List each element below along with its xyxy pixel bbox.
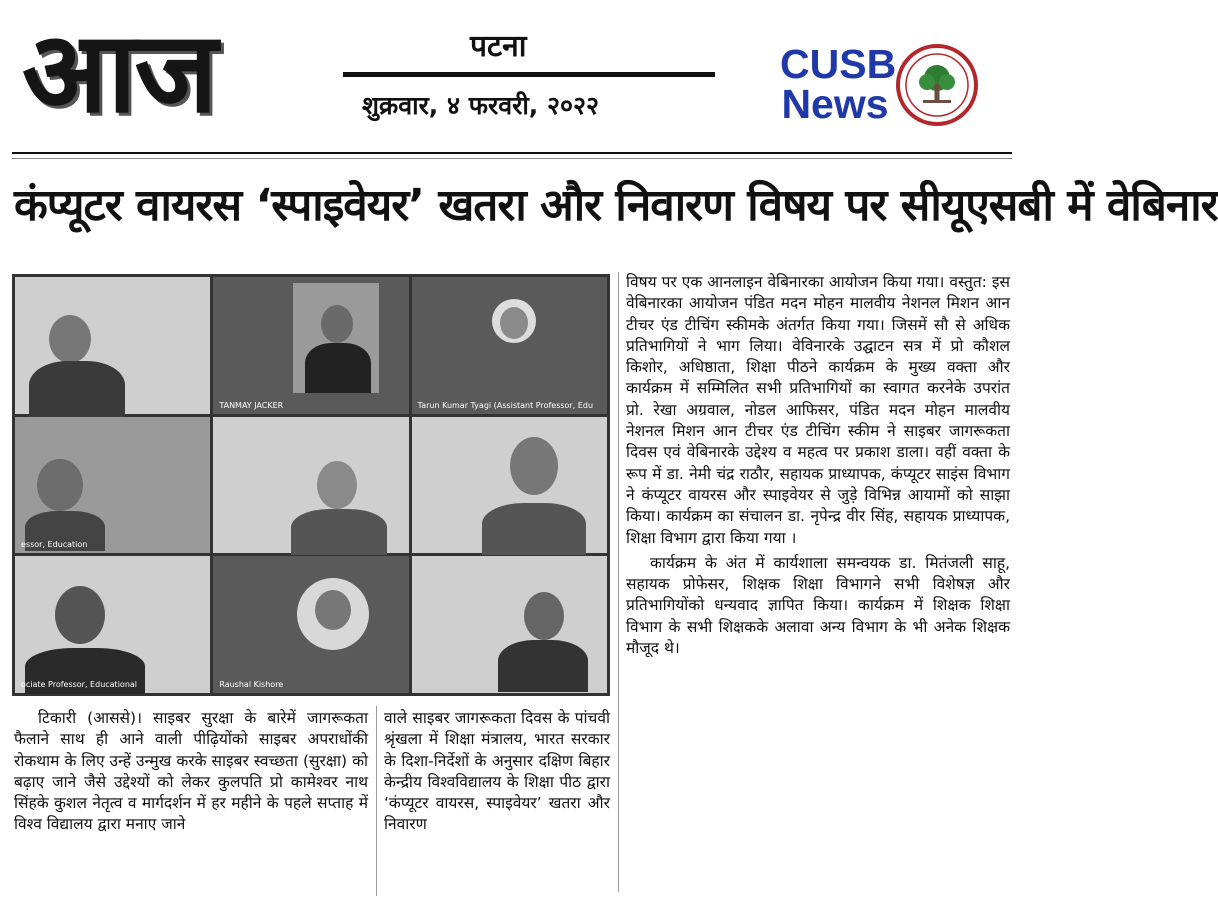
participant-tile — [213, 556, 408, 693]
edition-date: शुक्रवार, ४ फरवरी, २०२२ — [362, 91, 600, 120]
article-headline: कंप्यूटर वायरस ‘स्पाइवेयर’ खतरा और निवारण विषय पर सीयूएसबी में वेबिनार — [14, 180, 1218, 231]
participant-tile — [15, 417, 210, 554]
masthead-rule — [343, 72, 715, 77]
participant-tile — [213, 277, 408, 414]
article-paragraph: वाले साइबर जागरूकता दिवस के पांचवी श्रृंखला में शिक्षा मंत्रालय, भारत सरकार के दिशा-निर्देशों के अनुसार दक्षिण बिहार केन्द्रीय विश्वविद्यालय के शिक्षा पीठ द्वारा ‘कंप्यूटर वायरस, स्पाइवेयर’ खतरा और निवारण — [384, 709, 610, 834]
edition-city: पटना — [470, 29, 527, 64]
header-separator — [12, 152, 1012, 154]
participant-tile — [15, 556, 210, 693]
university-emblem-icon — [896, 44, 978, 126]
participant-tile — [412, 556, 607, 693]
column-divider — [618, 272, 619, 892]
participant-name: Raushal Kishore — [219, 680, 284, 689]
article-column-3 — [626, 272, 1010, 659]
article-paragraph: कार्यक्रम के अंत में कार्यशाला समन्वयक डा. मितंजली साहू, सहायक प्रोफेसर, शिक्षक शिक्षा विभागने सभी विशेषज्ञ और प्रतिभागियोंको धन्यवाद ज्ञापित किया। कार्यक्रम में शिक्षक शिक्षा विभाग के सभी शिक्षकके अलावा अन्य विभाग के भी अनेक शिक्षक मौजूद थे। — [626, 553, 1010, 658]
participant-tile — [412, 417, 607, 554]
header-separator-thin — [12, 158, 1012, 159]
participant-tile — [412, 277, 607, 414]
article-column-1 — [14, 708, 368, 836]
participant-tile — [15, 277, 210, 414]
badge-line2: News — [781, 81, 889, 127]
participant-name: Tarun Kumar Tyagi (Assistant Professor, Edu — [417, 400, 594, 410]
article-column-2 — [384, 708, 610, 836]
participant-name: TANMAY JACKER — [219, 400, 284, 410]
badge-line1: CUSB — [780, 41, 897, 87]
article-paragraph: विषय पर एक आनलाइन वेबिनारका आयोजन किया गया। वस्तुत: इस वेबिनारका आयोजन पंडित मदन मोहन मालवीय नेशनल मिशन आन टीचर एंड टीचिंग स्कीमके अंतर्गत किया गया। जिसमें सौ से अधिक प्रतिभागियों ने भाग लिया। वेविनारके उद्घाटन सत्र में प्रो कौशल किशोर, अधिष्ठाता, शिक्षा पीठने कार्यक्रम के मुख्य वक्ता और कार्यक्रम में सम्मिलित सभी प्रतिभागियों का स्वागत करनेके उपरांत प्रो. रेखा अग्रवाल, नोडल आफिसर, पंडित मदन मोहन मालवीय नेशनल मिशन आन टीचर एंड टीचिंग स्कीम ने साइबर जागरूकता दिवस एवं वेबिनारके उद्देश्य व महत्व पर प्रकाश डाला। वहीं वक्ता के रूप में डा. नेमी चंद्र राठौर, सहायक प्राध्यापक, कंप्यूटर साइंस विभाग ने कंप्यूटर वायरस और स्पाइवेयर से जुड़े विभिन्न आयामों को साझा किया। कार्यक्रम का संचालन डा. नृपेन्द्र वीर सिंह, सहायक प्राध्यापक, शिक्षा विभाग द्वारा किया गया । — [626, 273, 1010, 547]
newspaper-logo: आज — [22, 7, 216, 138]
participant-name: essor, Education — [21, 540, 88, 550]
participant-tile — [213, 417, 408, 554]
cusb-news-badge — [780, 41, 897, 127]
participant-name: ociate Professor, Educational — [21, 680, 138, 689]
webinar-photo — [12, 274, 610, 696]
article-paragraph: टिकारी (आससे)। साइबर सुरक्षा के बारेमें जागरूकता फैलाने साथ ही आने वाली पीढ़ियोंको साइबर अपराधोंकी रोकथाम के लिए उन्हें उन्मुख करके साइबर स्वच्छता (सुरक्षा) को बढ़ाए जाने जैसे उद्देश्यों को लेकर कुलपति प्रो कामेश्वर नाथ सिंहके कुशल नेतृत्व व मार्गदर्शन में हर महीने के पहले सप्ताह में विश्व विद्यालय द्वारा मनाए जाने — [14, 709, 368, 834]
column-divider — [376, 706, 377, 896]
